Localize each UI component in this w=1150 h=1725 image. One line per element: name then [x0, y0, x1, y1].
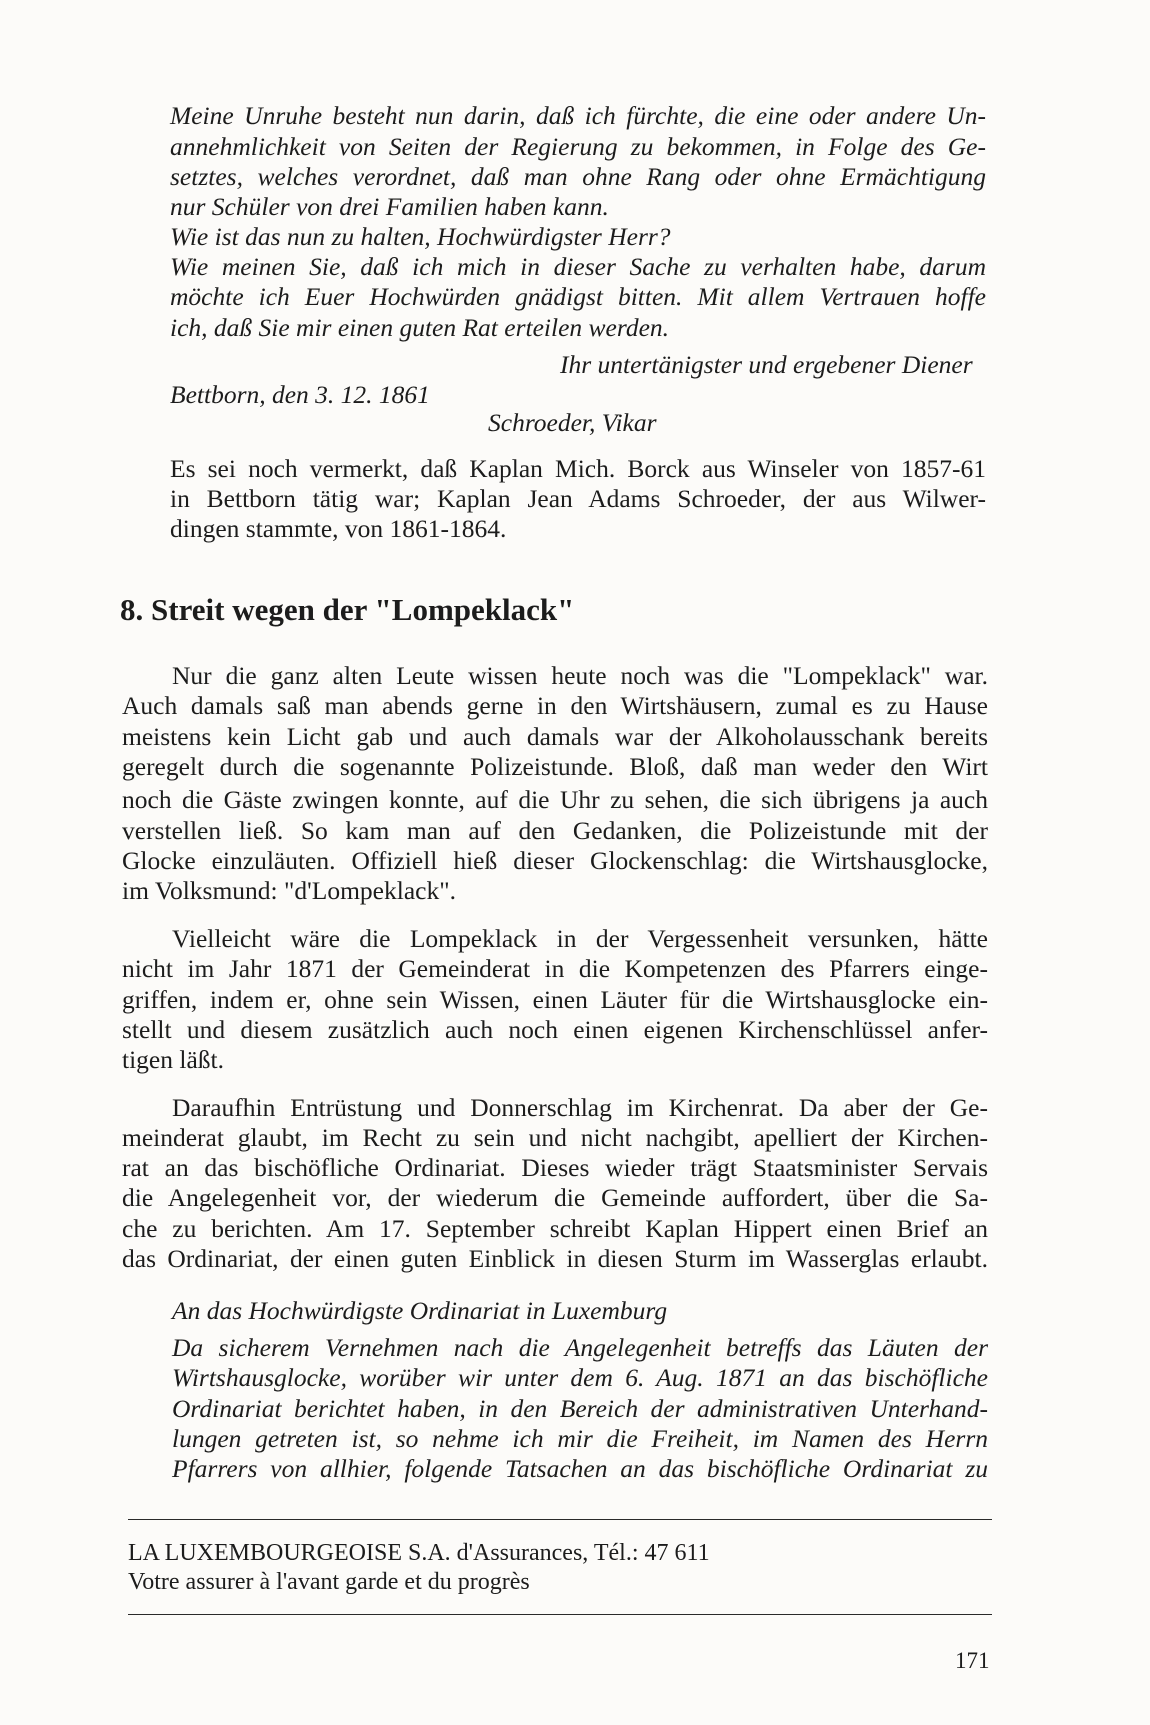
letter1-line-8: ich, daß Sie mir einen guten Rat erteilen werden.: [170, 313, 670, 342]
note-line-3: dingen stammte, von 1861-1864.: [170, 514, 507, 543]
letter2-line-2: Wirtshausglocke, worüber wir unter dem 6. Aug. 1871 an das bischöfliche: [172, 1363, 988, 1392]
paragraph3-line-1: Daraufhin Entrüstung und Donnerschlag im Kirchenrat. Da aber der Ge-: [172, 1093, 988, 1122]
paragraph1-line-2: Auch damals saß man abends gerne in den Wirtshäusern, zumal es zu Hause: [122, 691, 988, 720]
paragraph1-line-5: noch die Gäste zwingen konnte, auf die Uhr zu sehen, die sich übrigens ja auch: [122, 785, 988, 814]
paragraph1-line-8: im Volksmund: "d'Lompeklack".: [122, 876, 457, 905]
letter1-line-5: Wie ist das nun zu halten, Hochwürdigster Herr?: [170, 222, 671, 251]
paragraph1-line-7: Glocke einzuläuten. Offiziell hieß dieser Glockenschlag: die Wirtshausglocke,: [122, 846, 988, 875]
paragraph2-line-5: tigen läßt.: [122, 1045, 224, 1074]
paragraph1-line-6: verstellen ließ. So kam man auf den Gedanken, die Polizeistunde mit der: [122, 816, 988, 845]
letter2-line-1: Da sicherem Vernehmen nach die Angelegenheit betreffs das Läuten der: [172, 1333, 988, 1362]
paragraph3-line-4: die Angelegenheit vor, der wiederum die Gemeinde auffordert, über die Sa-: [122, 1183, 988, 1212]
letter1-place-date: Bettborn, den 3. 12. 1861: [170, 380, 430, 409]
letter1-line-7: möchte ich Euer Hochwürden gnädigst bitten. Mit allem Vertrauen hoffe: [170, 282, 986, 311]
paragraph2-line-4: stellt und diesem zusätzlich auch noch einen eigenen Kirchenschlüssel anfer-: [122, 1015, 988, 1044]
paragraph2-line-3: griffen, indem er, ohne sein Wissen, einen Läuter für die Wirtshausglocke ein-: [122, 985, 988, 1014]
paragraph3-line-5: che zu berichten. Am 17. September schreibt Kaplan Hippert einen Brief an: [122, 1214, 988, 1243]
letter2-line-3: Ordinariat berichtet haben, in den Bereich der administrativen Unterhand-: [172, 1394, 988, 1423]
paragraph1-line-1: Nur die ganz alten Leute wissen heute noch was die "Lompeklack" war.: [172, 661, 988, 690]
ad-top-rule: [128, 1519, 992, 1520]
note-line-2: in Bettborn tätig war; Kaplan Jean Adams Schroeder, der aus Wilwer-: [170, 484, 986, 513]
paragraph1-line-4: geregelt durch die sogenannte Polizeistunde. Bloß, daß man weder den Wirt: [122, 752, 988, 781]
paragraph3-line-2: meinderat glaubt, im Recht zu sein und nicht nachgibt, apelliert der Kirchen-: [122, 1123, 988, 1152]
ad-bottom-rule: [128, 1614, 992, 1615]
letter2-address: An das Hochwürdigste Ordinariat in Luxemburg: [172, 1296, 668, 1325]
letter2-line-5: Pfarrers von allhier, folgende Tatsachen an das bischöfliche Ordinariat zu: [172, 1454, 988, 1483]
paragraph3-line-6: das Ordinariat, der einen guten Einblick in diesen Sturm im Wasserglas erlaubt.: [122, 1244, 988, 1273]
ad-line-2: Votre assurer à l'avant garde et du progrès: [128, 1569, 530, 1595]
paragraph1-line-3: meistens kein Licht gab und auch damals war der Alkoholausschank bereits: [122, 722, 988, 751]
paragraph3-line-3: rat an das bischöfliche Ordinariat. Dieses wieder trägt Staatsminister Servais: [122, 1153, 988, 1182]
letter1-line-2: annehmlichkeit von Seiten der Regierung zu bekommen, in Folge des Ge-: [170, 132, 986, 161]
letter1-closing: Ihr untertänigster und ergebener Diener: [560, 350, 973, 379]
letter1-line-4: nur Schüler von drei Familien haben kann.: [170, 192, 609, 221]
note-line-1: Es sei noch vermerkt, daß Kaplan Mich. Borck aus Winseler von 1857-61: [170, 454, 986, 483]
letter2-line-4: lungen getreten ist, so nehme ich mir die Freiheit, im Namen des Herrn: [172, 1424, 988, 1453]
letter1-signature: Schroeder, Vikar: [488, 408, 657, 437]
ad-line-1: LA LUXEMBOURGEOISE S.A. d'Assurances, Tél.: 47 611: [128, 1540, 710, 1566]
paragraph2-line-1: Vielleicht wäre die Lompeklack in der Vergessenheit versunken, hätte: [172, 924, 988, 953]
letter1-line-1: Meine Unruhe besteht nun darin, daß ich fürchte, die eine oder andere Un-: [170, 101, 986, 130]
letter1-line-6: Wie meinen Sie, daß ich mich in dieser Sache zu verhalten habe, darum: [170, 252, 986, 281]
paragraph2-line-2: nicht im Jahr 1871 der Gemeinderat in die Kompetenzen des Pfarrers einge-: [122, 954, 988, 983]
letter1-line-3: setztes, welches verordnet, daß man ohne Rang oder ohne Ermächtigung: [170, 162, 986, 191]
page-number: 171: [955, 1648, 990, 1673]
section-heading: 8. Streit wegen der "Lompeklack": [120, 592, 575, 627]
